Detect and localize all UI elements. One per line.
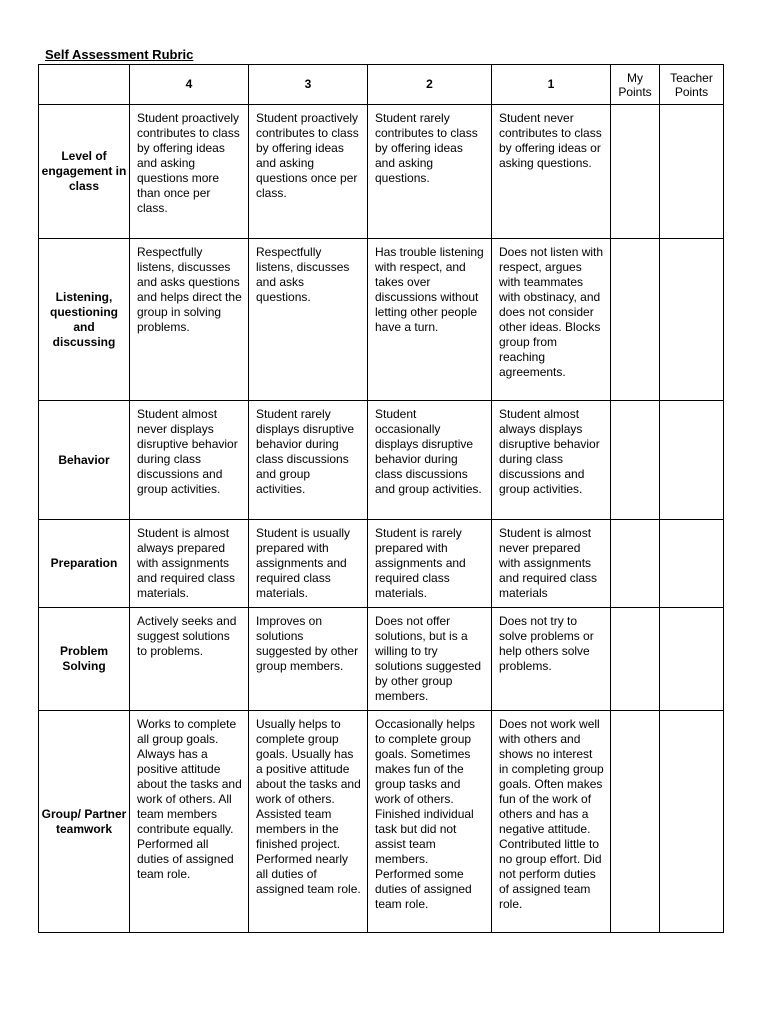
table-row [39,520,724,608]
descriptor-cell: Improves on solutions suggested by other group members. [249,608,368,711]
header-level-3: 3 [249,65,368,105]
criterion-label: Level of engagement in class [39,105,130,239]
descriptor-cell: Respectfully listens, discusses and asks questions. [249,239,368,401]
descriptor-cell: Does not try to solve problems or help others solve problems. [492,608,611,711]
my-points-cell[interactable] [611,608,660,711]
page-title: Self Assessment Rubric [45,47,194,62]
descriptor-cell: Student rarely contributes to class by offering ideas and asking questions. [368,105,492,239]
criterion-label: Problem Solving [39,608,130,711]
header-row [39,65,724,105]
descriptor-cell: Student proactively contributes to class by offering ideas and asking questions once per class. [249,105,368,239]
header-level-2: 2 [368,65,492,105]
descriptor-cell: Student almost always displays disruptive behavior during class discussions and group activities. [492,401,611,520]
teacher-points-cell[interactable] [660,520,724,608]
teacher-points-cell[interactable] [660,239,724,401]
descriptor-cell: Respectfully listens, discusses and asks questions and helps direct the group in solving problems. [130,239,249,401]
table-row [39,401,724,520]
descriptor-cell: Student proactively contributes to class by offering ideas and asking questions more than once per class. [130,105,249,239]
criterion-label: Group/ Partner teamwork [39,711,130,933]
header-level-4: 4 [130,65,249,105]
descriptor-cell: Does not work well with others and shows no interest in completing group goals. Often makes fun of the work of others and has a negative attitude. Contributed little to no group effort. Did not perform duties of assigned team role. [492,711,611,933]
criterion-label: Listening, questioning and discussing [39,239,130,401]
descriptor-cell: Does not listen with respect, argues with teammates with obstinacy, and does not consider other ideas. Blocks group from reaching agreements. [492,239,611,401]
teacher-points-cell[interactable] [660,711,724,933]
descriptor-cell: Student occasionally displays disruptive behavior during class discussions and group activities. [368,401,492,520]
table-row [39,239,724,401]
criterion-label: Behavior [39,401,130,520]
teacher-points-cell[interactable] [660,401,724,520]
teacher-points-cell[interactable] [660,608,724,711]
descriptor-cell: Student is almost never prepared with assignments and required class materials [492,520,611,608]
criterion-label: Preparation [39,520,130,608]
header-my-points: My Points [611,65,660,105]
table-row [39,105,724,239]
descriptor-cell: Student never contributes to class by offering ideas or asking questions. [492,105,611,239]
descriptor-cell: Has trouble listening with respect, and takes over discussions without letting other people have a turn. [368,239,492,401]
descriptor-cell: Does not offer solutions, but is a willing to try solutions suggested by other group members. [368,608,492,711]
header-teacher-points: Teacher Points [660,65,724,105]
descriptor-cell: Usually helps to complete group goals. Usually has a positive attitude about the tasks and work of others. Assisted team members in the finished project. Performed nearly all duties of assigned team role. [249,711,368,933]
descriptor-cell: Student almost never displays disruptive behavior during class discussions and group activities. [130,401,249,520]
descriptor-cell: Works to complete all group goals. Always has a positive attitude about the tasks and work of others. All team members contribute equally. Performed all duties of assigned team role. [130,711,249,933]
descriptor-cell: Student is almost always prepared with assignments and required class materials. [130,520,249,608]
descriptor-cell: Student is usually prepared with assignments and required class materials. [249,520,368,608]
teacher-points-cell[interactable] [660,105,724,239]
my-points-cell[interactable] [611,711,660,933]
table-row [39,608,724,711]
my-points-cell[interactable] [611,239,660,401]
descriptor-cell: Student is rarely prepared with assignments and required class materials. [368,520,492,608]
descriptor-cell: Occasionally helps to complete group goals. Sometimes makes fun of the group tasks and work of others. Finished individual task but did not assist team members. Performed some duties of assigned team role. [368,711,492,933]
table-row [39,711,724,933]
my-points-cell[interactable] [611,401,660,520]
header-level-1: 1 [492,65,611,105]
header-corner-cell [39,65,130,105]
my-points-cell[interactable] [611,105,660,239]
rubric-table [38,64,724,933]
my-points-cell[interactable] [611,520,660,608]
descriptor-cell: Actively seeks and suggest solutions to problems. [130,608,249,711]
descriptor-cell: Student rarely displays disruptive behavior during class discussions and group activities. [249,401,368,520]
